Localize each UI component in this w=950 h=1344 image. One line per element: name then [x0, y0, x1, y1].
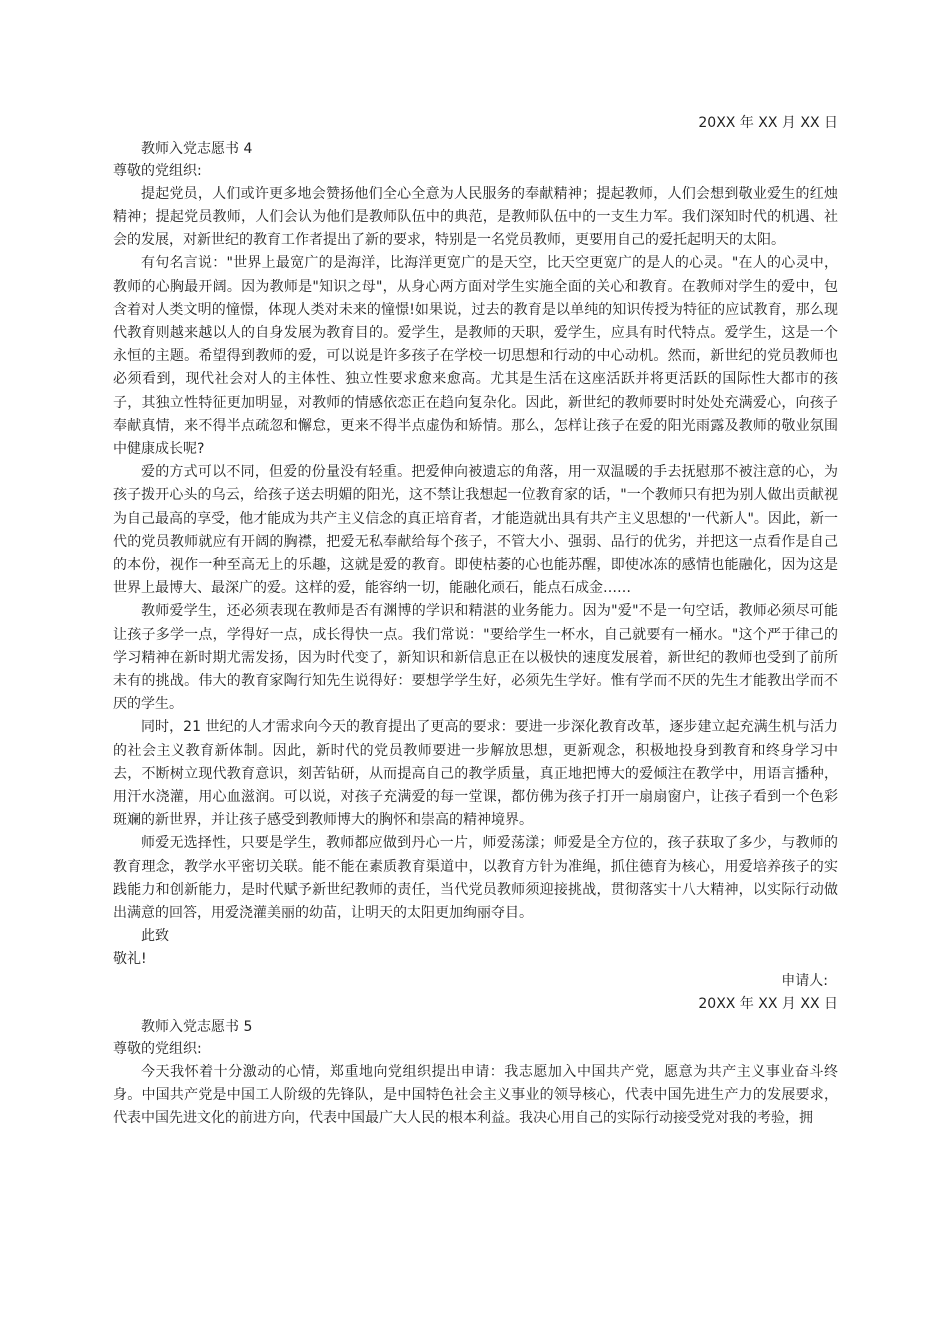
closing-cizhi: 此致 — [141, 928, 169, 945]
letter4-salutation: 尊敬的党组织: — [113, 163, 202, 180]
date-top: 20XX 年 XX 月 XX 日 — [698, 115, 838, 131]
letter5-paragraph-1: 今天我怀着十分激动的心情，郑重地向党组织提出申请：我志愿加入中国共产党，愿意为共产主义事业奋斗终身。中国共产党是中国工人阶级的先锋队，是中国特色社会主义事业的领导核心，代表中国先进生产力的发展要求，代表中国先进文化的前进方向，代表中国最广大人民的根本利益。我决心用自己的实际行动接受党对我的考验，拥 — [113, 1063, 838, 1127]
closing-jingli: 敬礼! — [113, 950, 147, 967]
letter4-paragraph-5: 同时，21 世纪的人才需求向今天的教育提出了更高的要求：要进一步深化教育改革，逐步建立起充满生机与活力的社会主义教育新体制。因此，新时代的党员教师要进一步解放思想，更新观念，积极地投身到教育和终身学习中去，不断树立现代教育意识，刻苦钻研，从而提高自己的教学质量，真正地把博大的爱倾注在教学中，用语言播种，用汗水浇灌，用心血滋润。可以说，对孩子充满爱的每一堂课，都仿佛为孩子打开一扇扇窗户，让孩子看到一个色彩斑斓的新世界，并让孩子感受到教师博大的胸怀和崇高的精神境界。 — [113, 719, 838, 829]
document-page — [113, 112, 838, 1130]
letter4-paragraph-6: 师爱无选择性，只要是学生，教师都应做到丹心一片，师爱荡漾；师爱是全方位的，孩子获取了多少，与教师的教育理念，教学水平密切关联。能不能在素质教育渠道中，以教育方针为准绳，抓住德育为核心，用爱培养孩子的实践能力和创新能力，是时代赋予新世纪教师的责任，当代党员教师须迎接挑战，贯彻落实十八大精神，以实际行动做出满意的回答，用爱浇灌美丽的幼苗，让明天的太阳更加绚丽夺目。 — [113, 835, 838, 922]
date-bottom: 20XX 年 XX 月 XX 日 — [698, 996, 838, 1013]
letter4-paragraph-3: 爱的方式可以不同，但爱的份量没有轻重。把爱伸向被遗忘的角落，用一双温暖的手去抚慰那不被注意的心，为孩子拨开心头的乌云，给孩子送去明媚的阳光，这不禁让我想起一位教育家的话，"一个教师只有把为别人做出贡献视为自己最高的享受，他才能成为共产主义信念的真正培育者，才能造就出具有共产主义思想的'一代新人"。因此，新一代的党员教师就应有开阔的胸襟，把爱无私奉献给每个孩子，不管大小、强弱、品行的优劣，并把这一点看作是自己的本份，视作一种至高无上的乐趣，这就是爱的教育。即使枯萎的心也能苏醒，即使冰冻的感情也能融化，因为这是世界上最博大、最深广的爱。这样的爱，能容纳一切，能融化顽石，能点石成金…… — [113, 464, 838, 597]
letter4-paragraph-2: 有句名言说："世界上最宽广的是海洋，比海洋更宽广的是天空，比天空更宽广的是人的心灵。"在人的心灵中，教师的心胸最开阔。因为教师是"知识之母"，从身心两方面对学生实施全面的关心和教育。在教师对学生的爱中，包含着对人类文明的憧憬，体现人类对未来的憧憬!如果说，过去的教育是以单纯的知识传授为特征的应试教育，那么现代教育则越来越以人的自身发展为教育目的。爱学生，是教师的天职，爱学生，应具有时代特点。爱学生，这是一个永恒的主题。希望得到教师的爱，可以说是许多孩子在学校一切思想和行动的中心动机。然而，新世纪的党员教师也必须看到，现代社会对人的主体性、独立性要求愈来愈高。尤其是生活在这座活跃并将更活跃的国际性大都市的孩子，其独立性特征更加明显，对教师的情感依恋正在趋向复杂化。因此，新世纪的教师要时时处处充满爱心，向孩子奉献真情，来不得半点疏忽和懈怠，更来不得半点虚伪和矫情。那么，怎样让孩子在爱的阳光雨露及教师的敬业氛围中健康成长呢? — [113, 255, 838, 458]
letter5-salutation: 尊敬的党组织: — [113, 1041, 202, 1058]
letter4-paragraph-1: 提起党员，人们或许更多地会赞扬他们全心全意为人民服务的奉献精神；提起教师，人们会想到敬业爱生的红烛精神；提起党员教师，人们会认为他们是教师队伍中的典范，是教师队伍中的一支生力军。我们深知时代的机遇、社会的发展，对新世纪的教育工作者提出了新的要求，特别是一名党员教师，更要用自己的爱托起明天的太阳。 — [113, 185, 838, 249]
applicant-label: 申请人: — [781, 973, 828, 990]
letter5-title: 教师入党志愿书 5 — [141, 1018, 253, 1035]
letter4-title: 教师入党志愿书 4 — [141, 140, 253, 157]
letter4-paragraph-4: 教师爱学生，还必须表现在教师是否有渊博的学识和精湛的业务能力。因为"爱"不是一句空话，教师必须尽可能让孩子多学一点，学得好一点，成长得快一点。我们常说："要给学生一杯水，自己就要有一桶水。"这个严于律己的学习精神在新时期尤需发扬，因为时代变了，新知识和新信息正在以极快的速度发展着，新世纪的教师也受到了前所未有的挑战。伟大的教育家陶行知先生说得好：要想学学生好，必须先生学好。惟有学而不厌的先生才能教出学而不厌的学生。 — [113, 603, 838, 713]
